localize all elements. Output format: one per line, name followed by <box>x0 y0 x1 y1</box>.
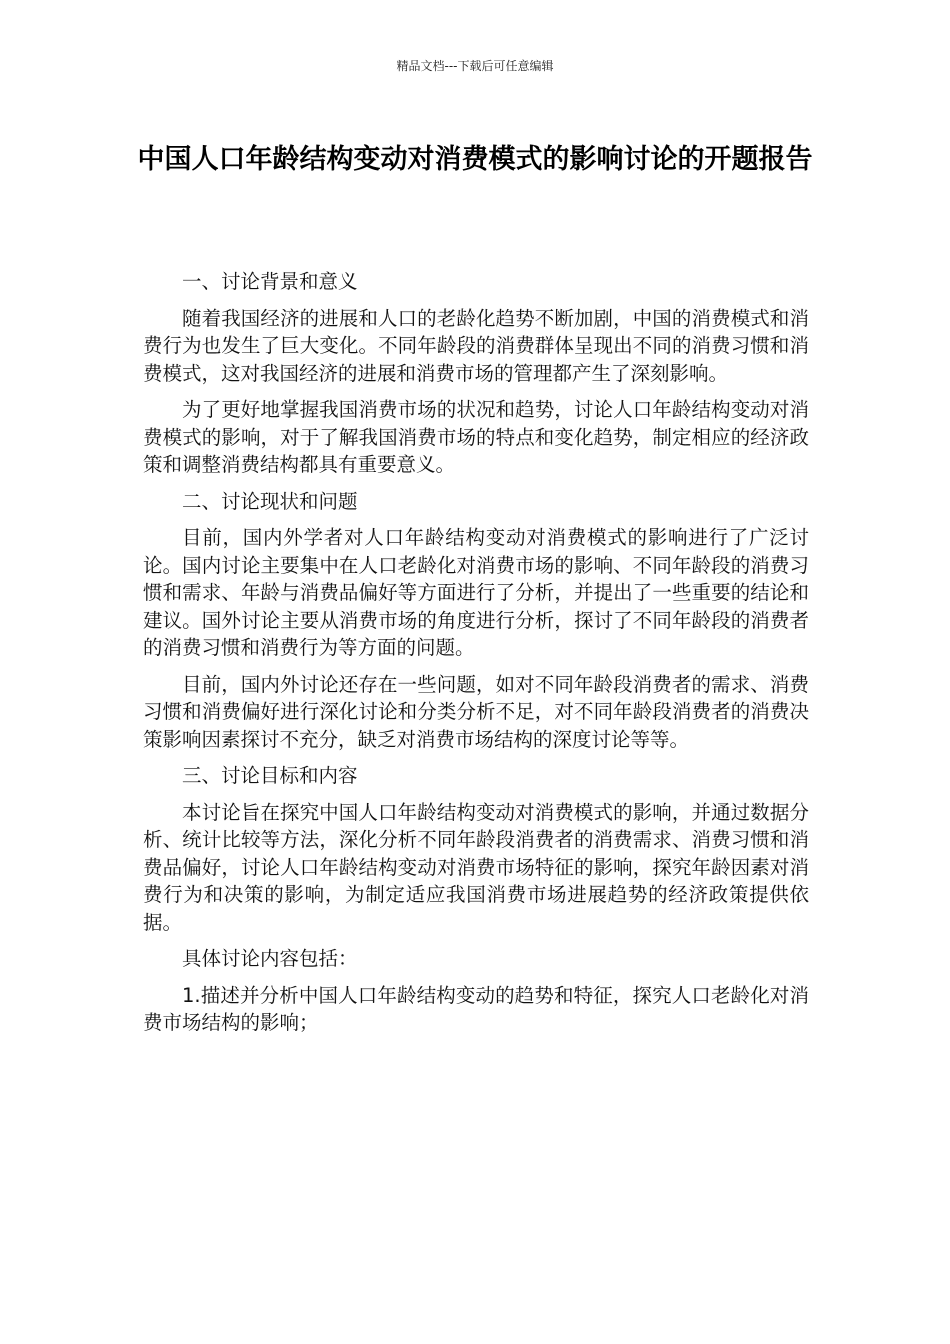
list-item-1: 1.描述并分析中国人口年龄结构变动的趋势和特征，探究人口老龄化对消费市场结构的影响； <box>143 983 809 1034</box>
paragraph-status-1: 目前，国内外学者对人口年龄结构变动对消费模式的影响进行了广泛讨论。国内讨论主要集中在人口老龄化对消费市场的影响、不同年龄段的消费习惯和需求、年龄与消费品偏好等方面进行了分析，并提出了一些重要的结论和建议。国外讨论主要从消费市场的角度进行分析，探讨了不同年龄段的消费者的消费习惯和消费行为等方面的问题。 <box>143 526 809 659</box>
paragraph-goals-1: 本讨论旨在探究中国人口年龄结构变动对消费模式的影响，并通过数据分析、统计比较等方法，深化分析不同年龄段消费者的消费需求、消费习惯和消费品偏好，讨论人口年龄结构变动对消费市场特征的影响，探究年龄因素对消费行为和决策的影响，为制定适应我国消费市场进展趋势的经济政策提供依据。 <box>143 800 809 934</box>
document-body <box>143 268 809 1046</box>
document-title: 中国人口年龄结构变动对消费模式的影响讨论的开题报告 <box>137 144 813 175</box>
section-heading-background: 一、讨论背景和意义 <box>182 270 358 293</box>
paragraph-goals-2: 具体讨论内容包括： <box>182 947 358 970</box>
paragraph-background-1: 随着我国经济的进展和人口的老龄化趋势不断加剧，中国的消费模式和消费行为也发生了巨大变化。不同年龄段的消费群体呈现出不同的消费习惯和消费模式，这对我国经济的进展和消费市场的管理都产生了深刻影响。 <box>143 306 809 385</box>
paragraph-status-2: 目前，国内外讨论还存在一些问题，如对不同年龄段消费者的需求、消费习惯和消费偏好进行深化讨论和分类分析不足，对不同年龄段消费者的消费决策影响因素探讨不充分，缺乏对消费市场结构的深度讨论等等。 <box>143 672 809 751</box>
paragraph-background-2: 为了更好地掌握我国消费市场的状况和趋势，讨论人口年龄结构变动对消费模式的影响，对于了解我国消费市场的特点和变化趋势，制定相应的经济政策和调整消费结构都具有重要意义。 <box>143 398 809 476</box>
section-heading-status: 二、讨论现状和问题 <box>182 489 358 513</box>
header-note: 精品文档---下载后可任意编辑 <box>396 59 554 73</box>
section-heading-goals: 三、讨论目标和内容 <box>182 764 358 787</box>
